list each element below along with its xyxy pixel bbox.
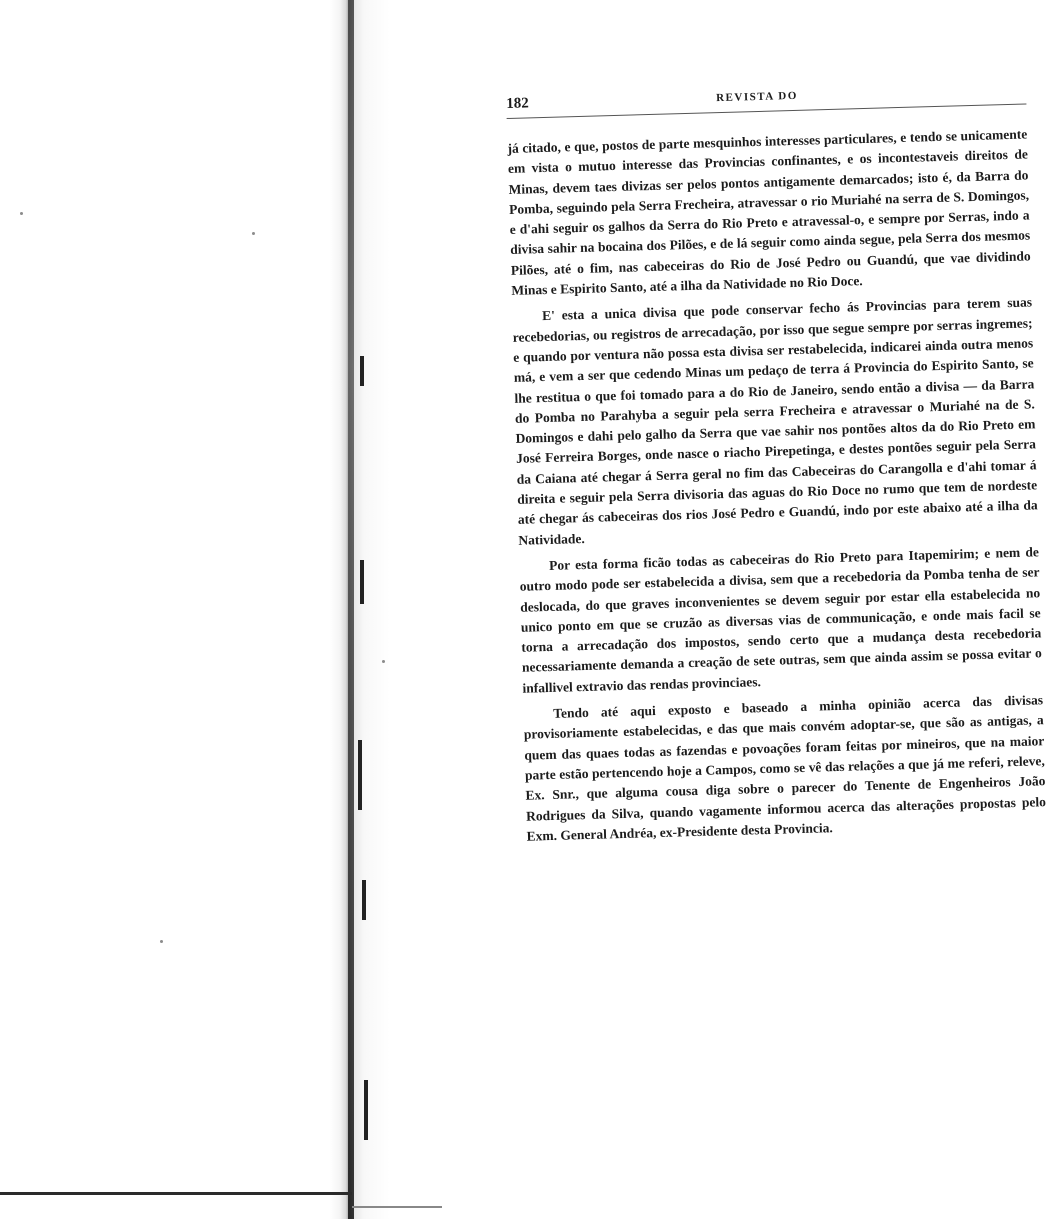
book-spine [348, 0, 354, 1219]
paper-speck [160, 940, 163, 943]
spine-mark [364, 1080, 368, 1140]
book-gutter [330, 0, 390, 1219]
running-title: REVISTA DO [715, 89, 799, 105]
printed-page [506, 81, 1047, 852]
paragraph: já citado, e que, postos de parte mesquinhos interesses particulares, e tendo se unicamente em vista o mutuo interesse das Provincias confinantes, e os incontestaveis direitos de Minas, devem taes divizas ser pelos pontos antigamente demarcados; isto é, da Barra do Pomba, seguindo pela Serra Frecheira, atravessar o rio Muriahé na serra de S. Domingos, e d'ahi seguir os galhos da Serra do Rio Preto e atravessal-o, e sempre por Serras, indo a divisa sahir na bocaina dos Pilões, e de lá seguir como ainda segue, pela Serra dos mesmos Pilões, até o fim, nas cabeceiras do Rio de José Pedro ou Guandú, que vae dividindo Minas e Espirito Santo, até a ilha da Natividade no Rio Doce. [507, 126, 1031, 298]
paper-speck [252, 232, 255, 235]
spine-mark [360, 560, 364, 604]
paragraph: Por esta forma ficão todas as cabeceiras do Rio Preto para Itapemirim; e nem de outro modo pode ser estabelecida a divisa, sem que a recebedoria da Pomba tenha de ser deslocada, do que graves inconvenientes se devem seguir por estar ella estabelecida no unico ponto em que se cruzão as diversas vias de communicação, e onde mais facil se torna a arrecadação dos impostos, sendo certo que a mudança desta recebedoria necessariamente demanda a creação de sete outras, sem que ainda assim se possa evitar o infallivel extravio das rendas provinciaes. [519, 544, 1042, 696]
paper-speck [382, 660, 385, 663]
paragraph: E' esta a unica divisa que pode conservar fecho ás Provincias para terem suas recebedorias, ou registros de arrecadação, por isso que segue sempre por serras ingremes; e quando por ventura não possa esta divisa ser restabelecida, indicarei ainda outra menos má, e vem a ser que cedendo Minas um pedaço de terra á Provincia do Espirito Santo, se lhe restitua o que foi tomado para a do Rio de Janeiro, sendo então a divisa — da Barra do Pomba no Parahyba a seguir pela serra Frecheira e atravessar o Muriahé na de S. Domingos e dahi pelo galho da Serra que vae sahir nos pontões altos da do Rio Preto em José Ferreira Borges, onde nasce o riacho Pirepetinga, e destes pontões seguir pela Serra da Caiana até chegar á Serra geral no fim das Cabeceiras do Carangolla e d'ahi tomar á direita e seguir pela Serra divisoria das aguas do Rio Doce no rumo que tem de nordeste até chegar ás cabeceiras dos rios José Pedro e Guandú, indo por este abaixo até a ilha da Natividade. [512, 294, 1038, 548]
page-number: 182 [506, 95, 529, 112]
spine-mark [362, 880, 366, 920]
paragraph: Tendo até aqui exposto e baseado a minha opinião acerca das divisas provisoriamente estabelecidas, e das que mais convém adoptar-se, que são as antigas, a quem das quaes todas as fazendas e povoações foram feitas por mineiros, que na maior parte estão pertencendo hoje a Campos, como se vê das relações a que já me referi, releve, Ex. Snr., que alguma cousa diga sobre o parecer do Tenente de Engenheiros João Rodrigues da Silva, quando vagamente informou acerca das alterações propostas pelo Exm. General Andréa, ex-Presidente desta Provincia. [523, 692, 1047, 844]
spine-mark [358, 740, 362, 810]
spine-mark [360, 356, 364, 386]
paper-speck [20, 212, 23, 215]
scan-edge-line [352, 1206, 442, 1208]
scan-edge-line [0, 1192, 352, 1195]
body-text [507, 124, 1047, 846]
running-head [506, 81, 1026, 119]
